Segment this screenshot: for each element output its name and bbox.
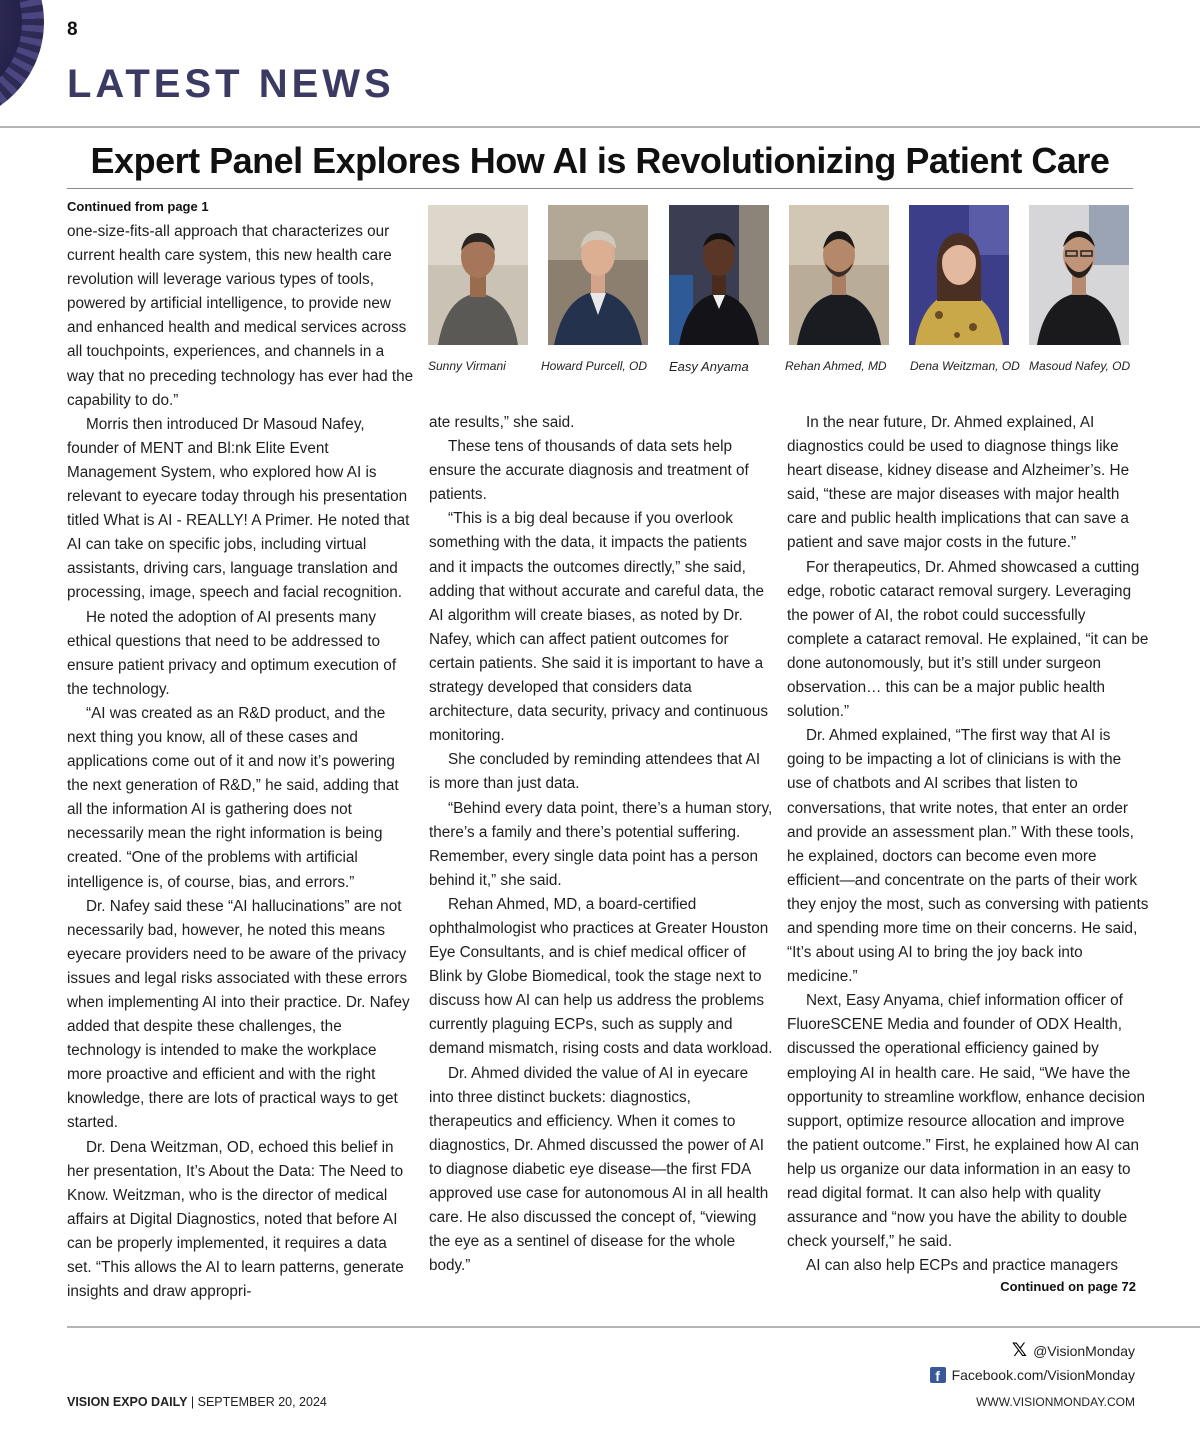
- paragraph: Morris then introduced Dr Masoud Nafey, founder of MENT and Bl:nk Elite Event Management System, who explored how AI is relevant to eyecare today through his presentation titled What is AI - REALLY! A Primer. He noted that AI can take on specific jobs, including virtual assistants, driving cars, language translation and processing, image, speech and facial recognition.: [67, 415, 410, 602]
- article-column-2: [429, 411, 774, 1278]
- paragraph: She concluded by reminding attendees that AI is more than just data.: [429, 751, 761, 793]
- paragraph: Next, Easy Anyama, chief information officer of FluoreSCENE Media and founder of ODX Health, discussed the operational efficiency gained by employing AI in health care. He said, “We have the opportunity to streamline workflow, enhance decision support, optimize resource allocation and improve the patient outcome.” First, he explained how AI can help us organize our data information in an easy to read digital format. It can also help with quality assurance and “now you have the ability to double check yourself,” he said.: [787, 992, 1145, 1251]
- corner-decoration: [0, 0, 44, 124]
- article-column-3: [787, 411, 1149, 1278]
- section-title: LATEST NEWS: [67, 62, 395, 106]
- photo-dena-weitzman: [909, 205, 1009, 345]
- paragraph: “Behind every data point, there’s a human story, there’s a family and there’s potential suffering. Remember, every single data point has a person behind it,” she said.: [429, 799, 773, 889]
- paragraph: Dr. Ahmed explained, “The first way that AI is going to be impacting a lot of clinicians is with the use of chatbots and AI scribes that listen to conversations, that write notes, that enter an order and provide an assessment plan.” With these tools, he explained, doctors can become even more efficient—and concentrate on the parts of their work they enjoy the most, such as conversing with patients and spending more time on their concerns. He said, “It’s about using AI to bring the joy back into medicine.”: [787, 727, 1149, 986]
- facebook-icon: f: [930, 1367, 946, 1383]
- paragraph: one-size-fits-all approach that characterizes our current health care system, this new health care revolution will leverage various types of tools, powered by artificial intelligence, to provide new and enhanced health and medical services across all touchpoints, experiences, and channels in a way that no preceding technology has ever had the capability to do.”: [67, 223, 414, 409]
- continued-on-link[interactable]: Continued on page 72: [1000, 1279, 1136, 1294]
- caption-masoud-nafey: Masoud Nafey, OD: [1029, 359, 1131, 373]
- facebook-link[interactable]: [930, 1367, 1135, 1383]
- publication-name: VISION EXPO DAILY: [67, 1395, 188, 1409]
- caption-rehan-ahmed: Rehan Ahmed, MD: [785, 359, 887, 373]
- page-number: 8: [67, 19, 78, 40]
- paragraph: Dr. Ahmed divided the value of AI in eyecare into three distinct buckets: diagnostics, therapeutics and efficiency. When it comes to diagnostics, Dr. Ahmed discussed the power of AI to diagnose diabetic eye disease—the first FDA approved use case for autonomous AI in all health care. He also discussed the concept of, “viewing the eye as a sentinel of disease for the whole body.”: [429, 1064, 769, 1275]
- publication-date: SEPTEMBER 20, 2024: [197, 1395, 327, 1409]
- photo-howard-purcell: [548, 205, 648, 345]
- paragraph: Dr. Dena Weitzman, OD, echoed this belief in her presentation, It’s About the Data: The Need to Know. Weitzman, who is the director of medical affairs at Digital Diagnostics, noted that before AI can be properly implemented, it requires a data set. “This allows the AI to learn patterns, generate insights and draw appropri-: [67, 1138, 404, 1301]
- website-link[interactable]: WWW.VISIONMONDAY.COM: [976, 1395, 1135, 1409]
- caption-easy-anyama: Easy Anyama: [669, 359, 749, 374]
- panelist-photos: [428, 205, 1138, 395]
- paragraph: ate results,” she said.: [429, 414, 575, 431]
- photo-sunny-virmani: [428, 205, 528, 345]
- photo-easy-anyama: [669, 205, 769, 345]
- footer-divider: [67, 1326, 1200, 1328]
- paragraph: In the near future, Dr. Ahmed explained, AI diagnostics could be used to diagnose things like heart disease, kidney disease and Alzheimer’s. He said, “these are major diseases with major health care and public health implications that can save a patient and save major costs in the future.”: [787, 414, 1130, 552]
- top-divider: [0, 126, 1200, 128]
- paragraph: “AI was created as an R&D product, and the next thing you know, all of these cases and applications come out of it and now it’s powering the next generation of R&D,” he said, adding that all the information AI is gathering does not necessarily mean the right information is being created. “One of the problems with artificial intelligence is, of course, bias, and errors.”: [67, 704, 399, 891]
- publication-info: [67, 1395, 327, 1409]
- paragraph: These tens of thousands of data sets help ensure the accurate diagnosis and treatment of patients.: [429, 438, 749, 504]
- headline-divider: [67, 188, 1133, 189]
- paragraph: Dr. Nafey said these “AI hallucinations” are not necessarily bad, however, he noted this means eyecare providers need to be aware of the privacy issues and legal risks associated with these errors when implementing AI into their practice. Dr. Nafey added that despite these challenges, the technology is intended to make the workplace more proactive and efficient and with the right knowledge, there are lots of practical ways to get started.: [67, 897, 410, 1132]
- continued-from-label: Continued from page 1: [67, 199, 209, 214]
- caption-sunny-virmani: Sunny Virmani: [428, 359, 506, 373]
- caption-dena-weitzman: Dena Weitzman, OD: [910, 359, 1020, 373]
- paragraph: He noted the adoption of AI presents many ethical questions that need to be addressed to ensure patient privacy and optimum execution of the technology.: [67, 608, 397, 698]
- facebook-url: Facebook.com/VisionMonday: [951, 1367, 1135, 1383]
- photo-rehan-ahmed: [789, 205, 889, 345]
- article-headline: Expert Panel Explores How AI is Revolutionizing Patient Care: [90, 140, 1110, 181]
- caption-howard-purcell: Howard Purcell, OD: [541, 359, 648, 373]
- separator: |: [190, 1395, 195, 1409]
- twitter-link[interactable]: [1012, 1341, 1135, 1360]
- paragraph: “This is a big deal because if you overlook something with the data, it impacts the patients and it impacts the outcomes directly,” she said, adding that without accurate and careful data, the AI algorithm will create biases, as noted by Dr. Nafey, which can affect patient outcomes for certain patients. She said it is important to have a strategy developed that considers data architecture, data security, privacy and continuous monitoring.: [429, 510, 768, 745]
- twitter-handle: @VisionMonday: [1033, 1342, 1135, 1359]
- x-logo-icon: 𝕏: [1011, 1340, 1028, 1361]
- paragraph: For therapeutics, Dr. Ahmed showcased a cutting edge, robotic cataract removal surgery. Leveraging the power of AI, the robot could successfully complete a cataract removal. He explained, “it can be done autonomously, but it’s still under surgeon observation… this can be a major public health solution.”: [787, 558, 1149, 721]
- paragraph: AI can also help ECPs and practice managers: [806, 1257, 1119, 1275]
- article-column-1: [67, 220, 415, 1304]
- photo-masoud-nafey: [1029, 205, 1129, 345]
- paragraph: Rehan Ahmed, MD, a board-certified ophthalmologist who practices at Greater Houston Eye Consultants, and is chief medical officer of Blink by Globe Biomedical, took the stage next to discuss how AI can help us address the problems currently plaguing ECPs, such as supply and demand mismatch, rising costs and data workload.: [429, 895, 773, 1058]
